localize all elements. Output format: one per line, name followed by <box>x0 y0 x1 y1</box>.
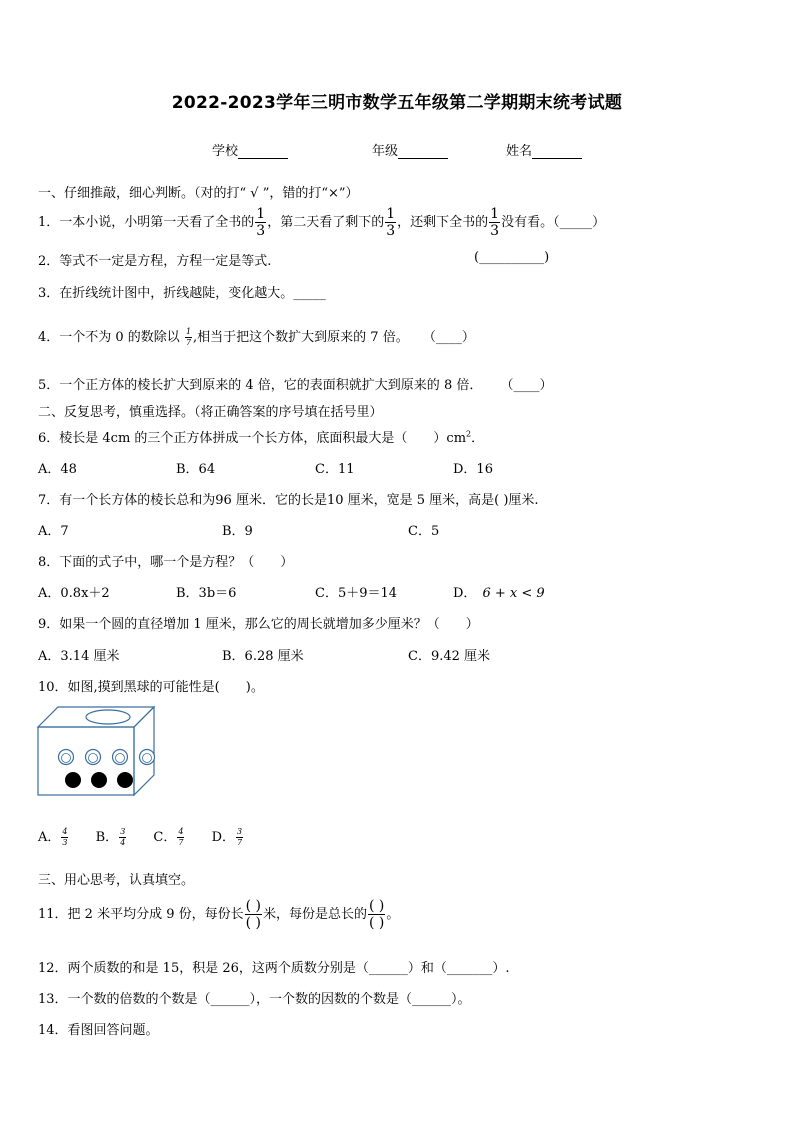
q6-option-c[interactable]: C．11 <box>315 462 355 477</box>
question-5: 5．一个正方体的棱长扩大到原来的 4 倍，它的表面积就扩大到原来的 8 倍． （____） <box>38 378 553 393</box>
black-ball <box>65 772 81 788</box>
question-6: 6．棱长是 4cm 的三个正方体拼成一个长方体，底面积最大是（ ）$cm^2$． <box>38 429 485 446</box>
question-2-blank[interactable]: (__________) <box>474 250 550 265</box>
black-ball <box>91 772 107 788</box>
q8-option-d[interactable]: D． 6 + x < 9 <box>453 586 545 601</box>
school-label: 学校 <box>212 144 239 159</box>
q7-option-b[interactable]: B．9 <box>222 524 253 539</box>
question-14: 14．看图回答问题。 <box>38 1023 159 1038</box>
question-10: 10．如图,摸到黑球的可能性是( )。 <box>38 680 264 695</box>
section3-heading: 三、用心思考，认真填空。 <box>38 873 195 888</box>
q10-option-b[interactable]: B． $\frac{3}{4}$ <box>95 827 126 847</box>
q11-blank-fraction-length[interactable]: $\frac{( )}{( )}$ <box>245 898 261 931</box>
section2-heading: 二、反复思考，慎重选择。（将正确答案的序号填在括号里） <box>38 405 383 420</box>
q11-blank-fraction-part[interactable]: $\frac{( )}{( )}$ <box>369 898 385 931</box>
q6-option-b[interactable]: B．64 <box>176 462 216 477</box>
q10-option-a[interactable]: A． $\frac{4}{3}$ <box>38 827 68 847</box>
school-field <box>212 140 288 159</box>
fraction-one-third: $\frac{1}{3}$ <box>256 206 266 239</box>
q10-option-c[interactable]: C． $\frac{4}{7}$ <box>153 827 184 847</box>
name-field <box>506 140 582 159</box>
q8-option-c[interactable]: C．5＋9＝14 <box>315 586 398 601</box>
fraction-one-seventh: $\frac{1}{7}$ <box>185 327 192 347</box>
grade-label: 年级 <box>372 144 399 159</box>
q9-option-b[interactable]: B．6.28 厘米 <box>222 649 304 664</box>
q6-option-d[interactable]: D．16 <box>453 462 493 477</box>
q8-option-a[interactable]: A．0.8x＋2 <box>38 586 110 601</box>
grade-blank[interactable] <box>398 144 448 159</box>
question-8: 8．下面的式子中，哪一个是方程？（ ） <box>38 555 294 570</box>
question-5-blank[interactable]: （____） <box>500 378 553 393</box>
q10-options <box>38 826 244 847</box>
question-4-blank[interactable]: （____） <box>422 330 475 345</box>
school-blank[interactable] <box>238 144 288 159</box>
grade-field <box>372 140 448 159</box>
q8-option-b[interactable]: B．3b＝6 <box>176 586 237 601</box>
q6-option-a[interactable]: A．48 <box>38 462 77 477</box>
ball-box-figure <box>36 705 156 797</box>
question-13: 13．一个数的倍数的个数是（______），一个数的因数的个数是（______）。 <box>38 992 471 1007</box>
name-label: 姓名 <box>506 144 533 159</box>
question-4: 4．一个不为 0 的数除以 $\frac{1}{7}$ ,相当于把这个数扩大到原来的 7 倍。 （____） <box>38 327 475 347</box>
question-12: 12．两个质数的和是 15，积是 26，这两个质数分别是（______）和（_______）. <box>38 961 510 976</box>
q8-option-d-expression: 6 + x < 9 <box>482 586 545 601</box>
black-ball <box>117 772 133 788</box>
question-2: 2．等式不一定是方程，方程一定是等式. <box>38 254 272 269</box>
q9-option-a[interactable]: A．3.14 厘米 <box>38 649 120 664</box>
q7-option-a[interactable]: A．7 <box>38 524 69 539</box>
q9-option-c[interactable]: C．9.42 厘米 <box>408 649 491 664</box>
question-11: 11．把 2 米平均分成 9 份，每份长 $\frac{( )}{( )}$ 米，每份是总长的 $\frac{( )}{( )}$ 。 <box>38 898 400 931</box>
question-1: 1．一本小说，小明第一天看了全书的 $\frac{1}{3}$ ，第二天看了剩下的 $\frac{1}{3}$ ，还剩下全书的 $\frac{1}{3}$ 没有看。（_____） <box>38 206 606 239</box>
page-title: 2022-2023学年三明市数学五年级第二学期期末统考试题 <box>171 93 623 113</box>
section1-heading: 一、仔细推敲，细心判断。（对的打“ √ ”，错的打“×”） <box>38 186 359 201</box>
fraction-one-third: $\frac{1}{3}$ <box>490 206 500 239</box>
question-7: 7．有一个长方体的棱长总和为96 厘米．它的长是10 厘米，宽是 5 厘米，高是( )厘米. <box>38 493 539 508</box>
box-opening <box>86 710 130 724</box>
question-9: 9．如果一个圆的直径增加 1 厘米，那么它的周长就增加多少厘米？（ ） <box>38 617 479 632</box>
fraction-one-third: $\frac{1}{3}$ <box>386 206 396 239</box>
q7-option-c[interactable]: C．5 <box>408 524 440 539</box>
name-blank[interactable] <box>532 144 582 159</box>
question-3: 3．在折线统计图中，折线越陡，变化越大。_____ <box>38 286 326 301</box>
q10-option-d[interactable]: D． $\frac{3}{7}$ <box>211 827 243 847</box>
